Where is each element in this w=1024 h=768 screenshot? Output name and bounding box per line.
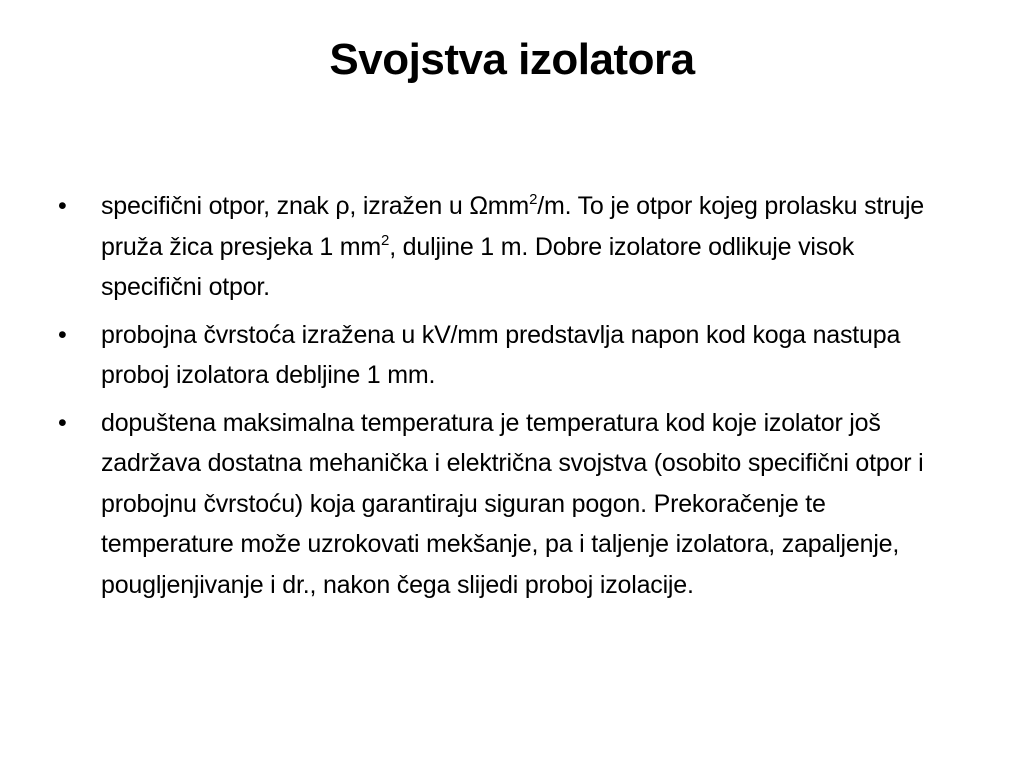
bullet-point-icon: •	[58, 320, 67, 349]
superscript: 2	[529, 191, 538, 208]
text-segment: probojna čvrstoća izražena u kV/mm predstavlja napon kod koga nastupa proboj izolatora debljine 1 mm.	[101, 320, 901, 389]
bullet-text	[101, 409, 924, 599]
text-segment: /m. To je otpor kojeg prolasku struje pruža žica presjeka 1 mm	[101, 192, 924, 261]
bullet-point-icon: •	[58, 408, 67, 437]
bullet-text	[101, 192, 924, 301]
bullet-point-icon: •	[58, 192, 67, 220]
superscript: 2	[381, 231, 390, 249]
bullet-text	[101, 321, 900, 390]
bullet-item	[58, 403, 958, 606]
slide-title: Svojstva izolatora	[329, 35, 695, 84]
bullet-item	[58, 315, 958, 396]
text-segment: specifični otpor, znak ρ, izražen u Ωmm	[101, 192, 530, 220]
bullet-item	[58, 186, 958, 308]
text-segment: dopuštena maksimalna temperatura je temperatura kod koje izolator još zadržava dostatna mehanička i električna svojstva (osobito specifični otpor i probojnu čvrstoću) koja garantiraju siguran pogon. Prekoračenje te temperature može uzrokovati mekšanje, pa i taljenje izolatora, zapaljenje, pougljenjivanje i dr., nakon čega slijedi proboj izolacije.	[101, 408, 924, 599]
text-segment: , duljine 1 m. Dobre izolatore odlikuje visok specifični otpor.	[101, 232, 855, 301]
bullet-list	[58, 186, 958, 612]
